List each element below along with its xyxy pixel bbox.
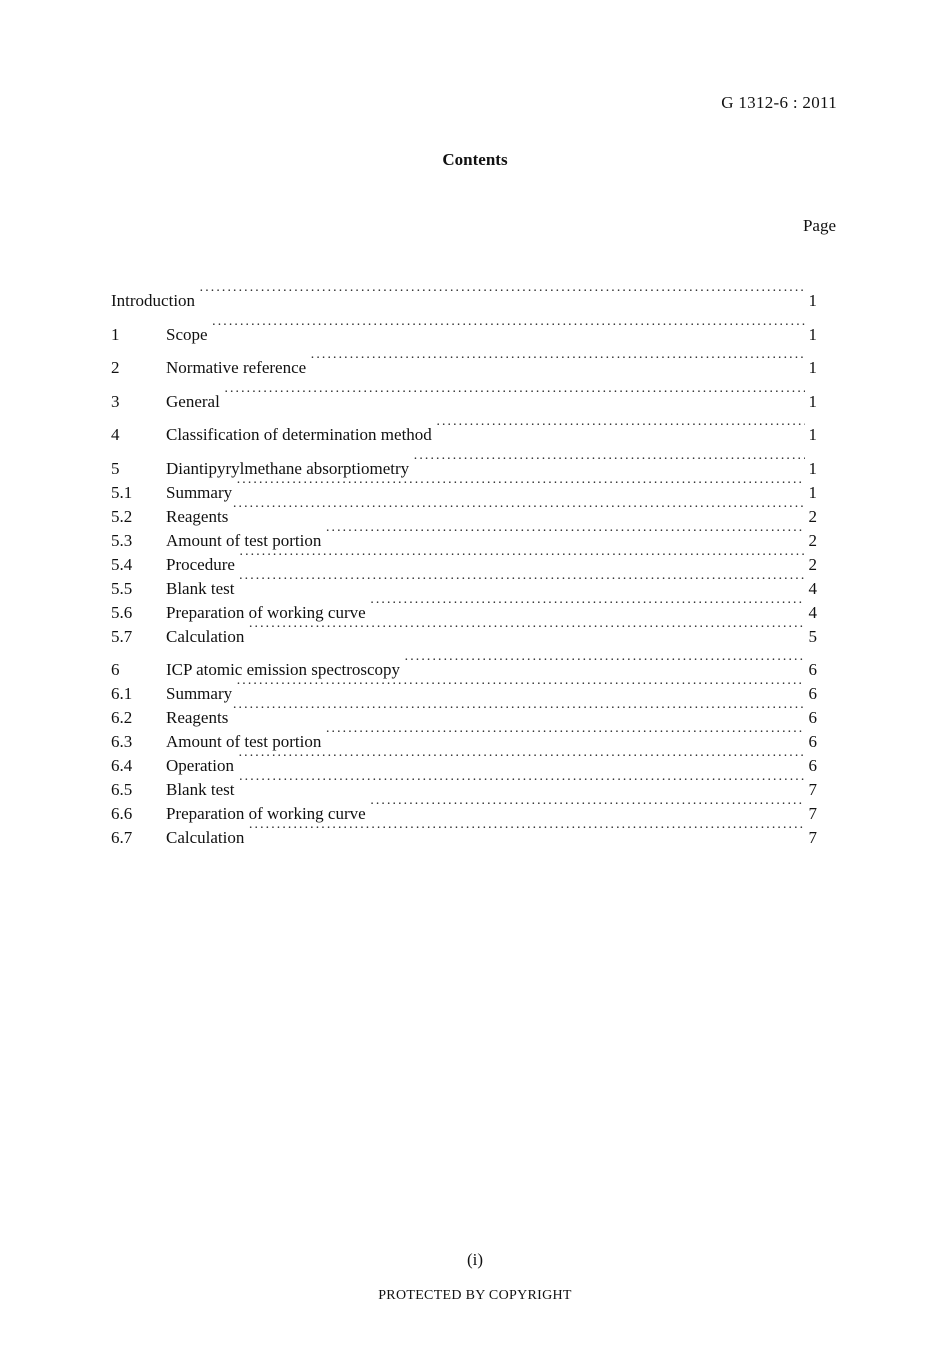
toc-entry-title: Preparation of working curve (166, 804, 366, 823)
toc-entry-page: 4 (808, 602, 817, 622)
toc-entry-page: 1 (808, 291, 817, 310)
toc-entry-title: ICP atomic emission spectroscopy (166, 660, 401, 679)
toc-entry[interactable] (111, 316, 817, 344)
toc-entry-page: 2 (808, 530, 817, 550)
toc-entry-page: 1 (808, 358, 817, 377)
toc-entry[interactable] (111, 383, 817, 411)
toc-entry-number: 6.2 (111, 708, 133, 727)
toc-entry-page: 1 (808, 391, 817, 411)
toc-entry-page: 4 (808, 578, 817, 598)
toc-entry[interactable] (111, 282, 817, 310)
document-id: G 1312-6 : 2011 (721, 93, 837, 112)
toc-entry-title: Preparation of working curve (166, 602, 366, 622)
toc-entry-number: 4 (111, 425, 120, 444)
toc-entry[interactable] (111, 416, 817, 444)
toc-entry-title: Procedure (166, 554, 235, 574)
toc-dot-leader (325, 522, 805, 546)
toc-dot-leader (404, 651, 805, 675)
toc-entry-title: Introduction (111, 291, 196, 310)
toc-dot-leader (212, 316, 805, 340)
toc-entry-number: 6.5 (111, 780, 133, 799)
toc-entry-page: 1 (808, 482, 817, 502)
toc-entry-page: 6 (808, 732, 817, 751)
toc-entry-title: Summary (166, 482, 233, 502)
toc-entry-number: 5.4 (111, 554, 133, 574)
toc-dot-leader (325, 723, 805, 747)
toc-entry-title: Scope (166, 324, 208, 344)
toc-entry-title: Reagents (166, 506, 229, 526)
toc-entry[interactable] (111, 651, 817, 679)
toc-dot-leader (238, 747, 805, 771)
toc-entry-page: 6 (808, 660, 817, 679)
footer-page-number: (i) (466, 1250, 484, 1269)
toc-entry-number: 1 (111, 324, 120, 344)
toc-dot-leader (232, 498, 805, 522)
toc-entry-page: 5 (808, 626, 817, 646)
toc-entry-title: Classification of determination method (166, 425, 432, 444)
toc-entry-number: 5.2 (111, 506, 133, 526)
toc-dot-leader (248, 618, 805, 642)
page-title: Contents (442, 150, 508, 169)
toc-entry-title: Calculation (166, 626, 245, 646)
copyright-notice: PROTECTED BY COPYRIGHT (378, 1288, 572, 1303)
table-of-contents (111, 282, 817, 847)
toc-entry-title: Blank test (166, 578, 235, 598)
toc-dot-leader (370, 795, 805, 819)
toc-entry-number: 5.7 (111, 626, 133, 646)
toc-entry-page: 1 (808, 324, 817, 344)
toc-entry-number: 6 (111, 660, 120, 679)
toc-entry-page: 7 (808, 804, 817, 823)
toc-entry-title: General (166, 391, 220, 411)
toc-entry-page: 1 (808, 458, 817, 478)
toc-entry-title: Reagents (166, 708, 229, 727)
toc-dot-leader (370, 594, 805, 618)
page-column-label: Page (802, 216, 836, 235)
toc-entry-page: 6 (808, 684, 817, 703)
toc-dot-leader (413, 450, 805, 474)
toc-entry-number: 6.1 (111, 684, 133, 703)
toc-entry-number: 6.7 (111, 828, 133, 847)
toc-dot-leader (248, 819, 805, 843)
toc-entry-number: 5.6 (111, 602, 133, 622)
toc-dot-leader (199, 282, 805, 306)
toc-entry[interactable] (111, 349, 817, 377)
toc-dot-leader (238, 771, 805, 795)
toc-dot-leader (238, 570, 805, 594)
toc-entry-page: 6 (808, 756, 817, 775)
toc-entry-page: 2 (808, 554, 817, 574)
toc-dot-leader (236, 474, 805, 498)
toc-entry-title: Diantipyrylmethane absorptiometry (166, 458, 410, 478)
toc-entry-number: 3 (111, 391, 120, 411)
toc-entry-title: Amount of test portion (166, 732, 322, 751)
toc-entry-page: 1 (808, 425, 817, 444)
toc-entry-page: 2 (808, 506, 817, 526)
toc-entry-title: Calculation (166, 828, 245, 847)
toc-entry-number: 5.3 (111, 530, 133, 550)
toc-entry-number: 2 (111, 358, 120, 377)
toc-entry-title: Amount of test portion (166, 530, 322, 550)
toc-dot-leader (232, 699, 805, 723)
toc-entry-number: 6.6 (111, 804, 133, 823)
toc-entry-title: Blank test (166, 780, 235, 799)
toc-dot-leader (224, 383, 805, 407)
toc-dot-leader (310, 349, 805, 373)
toc-dot-leader (436, 416, 805, 440)
toc-dot-leader (239, 546, 805, 570)
toc-entry[interactable] (111, 450, 817, 478)
toc-entry-title: Normative reference (166, 358, 307, 377)
toc-entry-page: 6 (808, 708, 817, 727)
toc-entry-number: 5.1 (111, 482, 133, 502)
toc-entry-number: 6.4 (111, 756, 133, 775)
toc-entry-number: 6.3 (111, 732, 133, 751)
toc-entry-page: 7 (808, 828, 817, 847)
toc-dot-leader (236, 675, 805, 699)
toc-entry-number: 5 (111, 458, 120, 478)
toc-entry-page: 7 (808, 780, 817, 799)
toc-entry-number: 5.5 (111, 578, 133, 598)
toc-entry-title: Operation (166, 756, 234, 775)
toc-entry-title: Summary (166, 684, 233, 703)
